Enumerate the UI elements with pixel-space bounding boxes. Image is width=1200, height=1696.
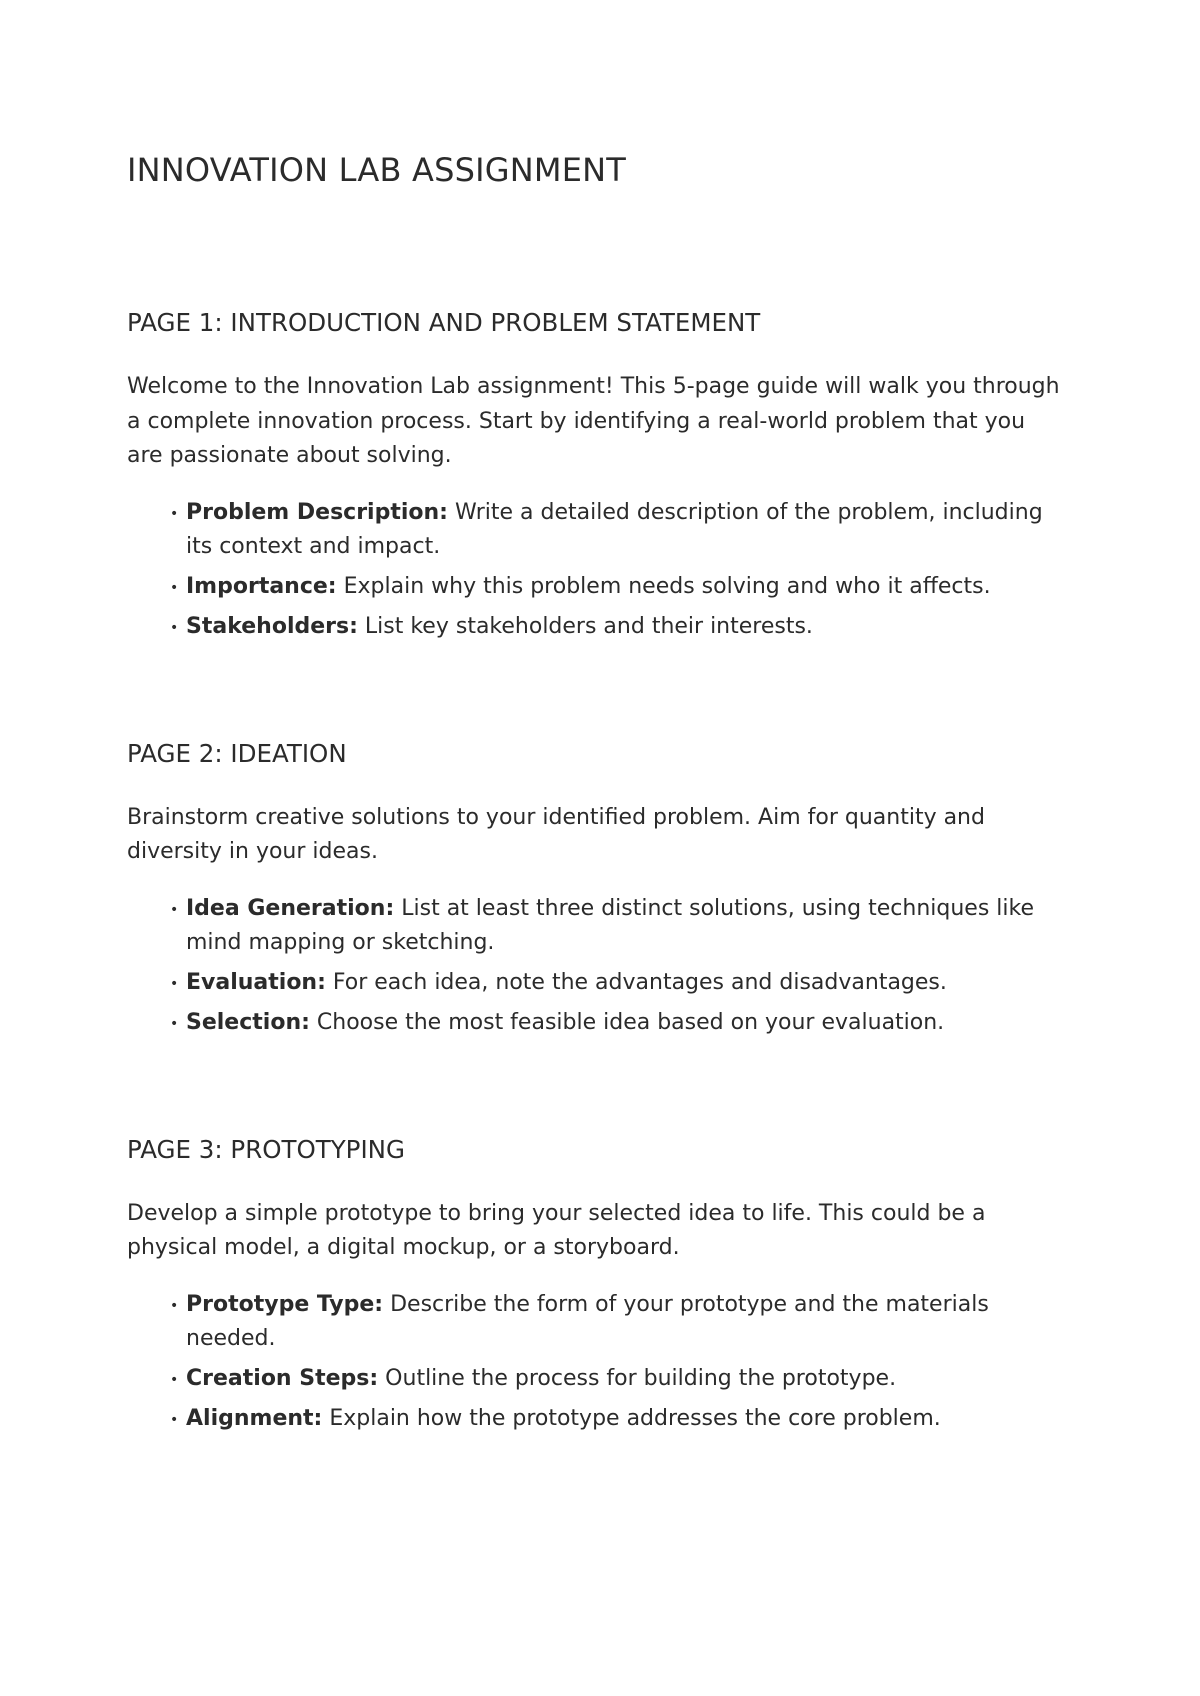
list-item xyxy=(170,610,1075,644)
bullet-icon: • xyxy=(170,901,179,918)
bullet-text: List at least three distinct solutions, using techniques like mind mapping or sketching. xyxy=(186,895,1034,955)
list-item xyxy=(170,1006,1075,1040)
section-page-3 xyxy=(127,1133,1075,1436)
bullet-term: Creation Steps: xyxy=(186,1365,379,1391)
bullet-text: Outline the process for building the prototype. xyxy=(378,1365,897,1391)
bullet-text: For each idea, note the advantages and disadvantages. xyxy=(325,969,947,995)
bullet-icon: • xyxy=(170,1411,179,1428)
bullet-text: Explain why this problem needs solving and who it affects. xyxy=(336,573,991,599)
bullet-icon: • xyxy=(170,619,179,636)
bullet-term: Idea Generation: xyxy=(186,895,395,921)
bullet-icon: • xyxy=(170,1297,179,1314)
bullet-term: Selection: xyxy=(186,1009,310,1035)
bullet-icon: • xyxy=(170,1371,179,1388)
bullet-term: Alignment: xyxy=(186,1405,323,1431)
bullet-term: Problem Description: xyxy=(186,499,448,525)
bullet-text: List key stakeholders and their interests. xyxy=(357,613,813,639)
bullet-icon: • xyxy=(170,505,179,522)
section-heading: PAGE 3: PROTOTYPING xyxy=(127,1134,405,1164)
list-item xyxy=(170,1362,1075,1396)
bullet-text: Describe the form of your prototype and the materials needed. xyxy=(186,1291,989,1351)
section-heading: PAGE 1: INTRODUCTION AND PROBLEM STATEMENT xyxy=(127,308,761,337)
bullet-text: Choose the most feasible idea based on your evaluation. xyxy=(309,1009,945,1035)
bullet-list xyxy=(127,496,1075,644)
list-item xyxy=(170,570,1075,604)
section-page-2 xyxy=(127,737,1075,1040)
bullet-text: Write a detailed description of the problem, including its context and impact. xyxy=(186,499,1043,559)
list-item xyxy=(170,892,1075,960)
bullet-icon: • xyxy=(170,1015,179,1032)
bullet-term: Importance: xyxy=(186,573,337,599)
list-item xyxy=(170,496,1075,564)
list-item xyxy=(170,1288,1075,1356)
bullet-list xyxy=(127,892,1075,1040)
bullet-icon: • xyxy=(170,579,179,596)
section-intro: Brainstorm creative solutions to your identified problem. Aim for quantity and diversity in your ideas. xyxy=(127,804,985,864)
section-page-1 xyxy=(127,306,1075,644)
bullet-text: Explain how the prototype addresses the core problem. xyxy=(322,1405,941,1431)
bullet-term: Prototype Type: xyxy=(186,1291,384,1317)
section-heading: PAGE 2: IDEATION xyxy=(127,738,347,768)
bullet-term: Stakeholders: xyxy=(186,613,358,639)
bullet-icon: • xyxy=(170,975,179,992)
list-item xyxy=(170,1402,1075,1436)
bullet-term: Evaluation: xyxy=(186,969,326,995)
bullet-list xyxy=(127,1288,1075,1436)
document-title: INNOVATION LAB ASSIGNMENT xyxy=(127,151,627,189)
list-item xyxy=(170,966,1075,1000)
section-intro: Develop a simple prototype to bring your selected idea to life. This could be a physical model, a digital mockup, or a storyboard. xyxy=(127,1200,986,1260)
section-intro: Welcome to the Innovation Lab assignment! This 5-page guide will walk you through a complete innovation process. Start by identifying a real-world problem that you are passionate about solving. xyxy=(127,374,1060,468)
